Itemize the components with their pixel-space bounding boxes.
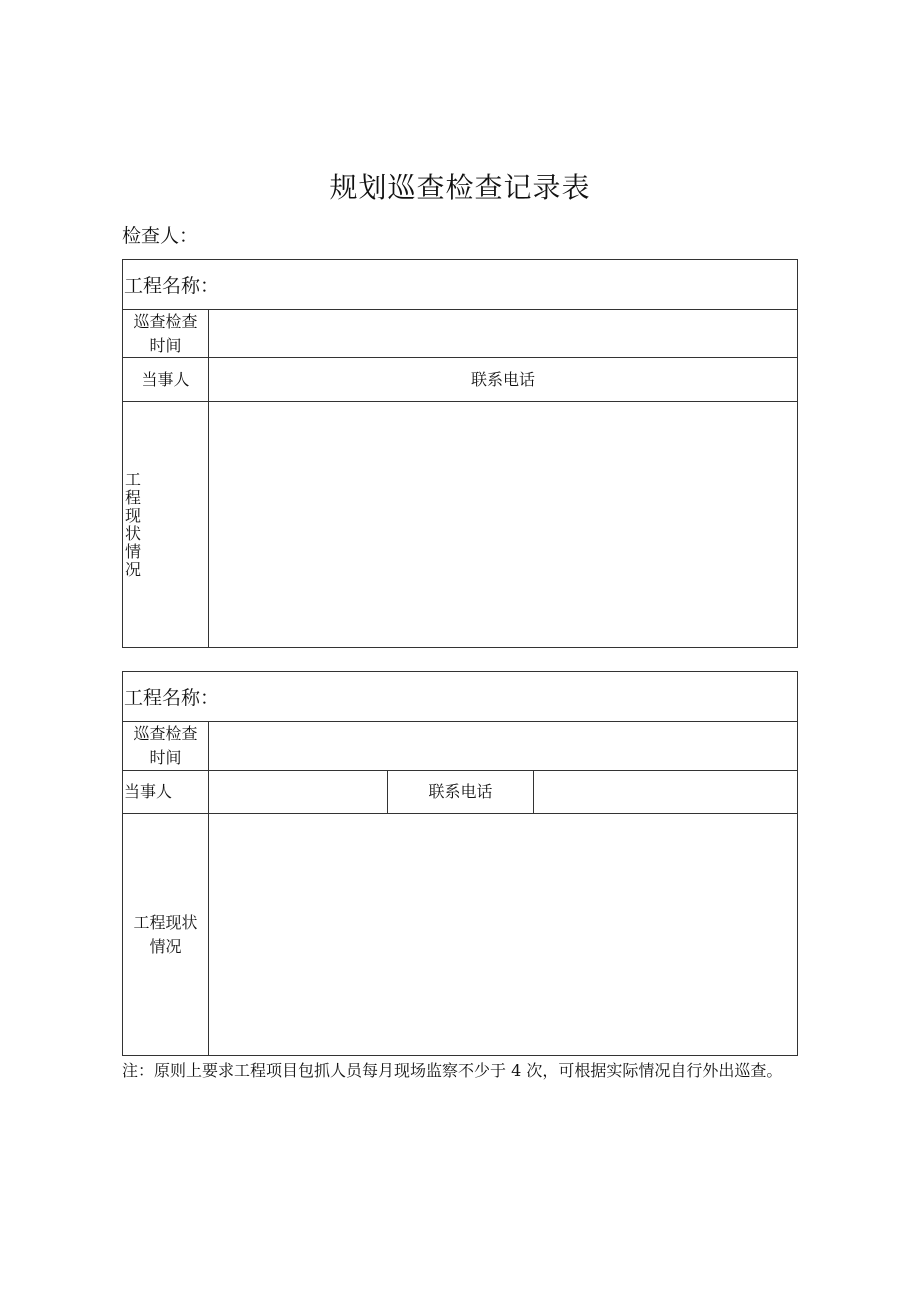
project-name-field[interactable] <box>214 262 794 306</box>
party-label: 当事人 <box>141 369 190 389</box>
inspection-time-label: 巡查检查 时间 <box>133 724 198 767</box>
inspection-time-field[interactable] <box>209 310 797 357</box>
inspection-time-field[interactable] <box>209 722 797 770</box>
project-status-label: 工程现状 情况 <box>133 912 198 956</box>
contact-phone-label: 联系电话 <box>470 369 535 389</box>
contact-phone-field[interactable] <box>534 771 797 813</box>
contact-phone-label: 联系电话 <box>428 782 493 801</box>
project-name-field[interactable] <box>214 674 794 718</box>
inspection-time-label: 巡查检查 时间 <box>133 311 198 355</box>
contact-phone-field[interactable] <box>584 358 797 401</box>
project-name-label: 工程名称： <box>124 687 220 709</box>
party-label: 当事人 <box>124 782 173 801</box>
party-field[interactable] <box>209 771 387 813</box>
project-status-field[interactable] <box>209 814 797 1055</box>
project-name-label: 工程名称： <box>124 275 220 297</box>
project-status-field[interactable] <box>209 402 797 647</box>
page-title: 规划巡查检查记录表 <box>329 171 591 204</box>
project-status-label: 工 程 现 状 情 况 <box>125 469 142 579</box>
inspection-note: 注：原则上要求工程项目包抓人员每月现场监察不少于 4 次，可根据实际情况自行外出巡查。 <box>122 1061 783 1080</box>
inspector-label: 检查人： <box>122 225 199 247</box>
